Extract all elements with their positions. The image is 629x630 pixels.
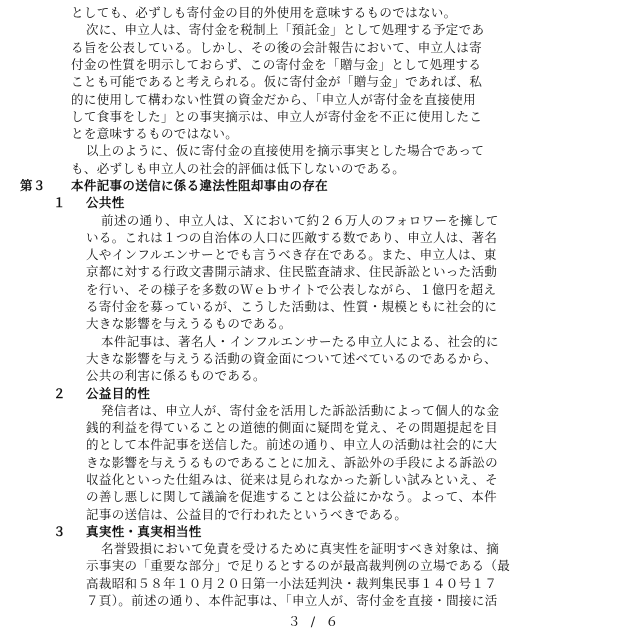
body-text-line: 本件記事は、著名人・インフルエンサーたる申立人による、社会的に (101, 333, 499, 349)
page-number: ３ / ６ (287, 615, 342, 630)
body-text-line: して食事をした」との事実摘示は、申立人が寄付金を不正に使用したこ (71, 108, 483, 124)
body-text-line: る旨を公表している。しかし、その後の会計報告において、申立人は寄 (71, 39, 482, 55)
body-text-line: る寄付金を募っているが、こうした活動は、性質・規模ともに社会的に (86, 299, 498, 314)
subsection-number: ２ (53, 385, 66, 401)
body-text-line: 付金の性質を明示しておらず、この寄付金を「贈与金」として処理する (71, 56, 482, 72)
body-text-line: 大きな影響を与えうるものである。 (86, 316, 292, 332)
body-text-line: 人やインフルエンサーとでも言うべき存在である。また、申立人は、東 (86, 247, 497, 263)
subsection-title: 公益目的性 (86, 385, 151, 401)
body-text-line: 名誉毀損において免責を受けるために真実性を証明すべき対象は、摘 (101, 541, 500, 557)
subsection-number: ３ (53, 523, 66, 539)
body-text-line: 銭的利益を得ていることの道徳的側面に疑問を覚え、その問題提起を目 (86, 420, 498, 436)
body-text-line: 記事の送信は、公益目的で行われたというべきである。 (86, 506, 408, 522)
body-text-line: 前述の通り、申立人は、Ｘにおいて約２６万人のフォロワーを擁して (101, 212, 499, 228)
body-text-line: きな影響を与えうるものであることに加え、訴訟外の手段による訴訟の (86, 454, 498, 470)
body-text-line: 高裁昭和５８年１０月２０日第一小法廷判決・裁判集民事１４０号１７ (86, 575, 498, 591)
body-text-line: 収益化といった仕組みは、従来は見られなかった新しい試みといえ、そ (86, 471, 498, 487)
body-text-line: としても、必ずしも寄付金の目的外使用を意味するものではない。 (71, 5, 457, 20)
body-text-line: 的に使用して構わない性質の資金だから、「申立人が寄付金を直接使用 (71, 91, 476, 107)
body-text-line: 大きな影響を与えうる活動の資金面について述べているのであるから、 (86, 350, 497, 366)
body-text-line: を行い、その様子を多数のＷｅｂサイトで公表しながら、１億円を超え (86, 281, 497, 297)
subsection-title: 公共性 (86, 195, 125, 211)
body-text-line: とを意味するものではない。 (71, 126, 239, 142)
body-text-line: ７頁）。前述の通り、本件記事は、「申立人が、寄付金を直接・間接に活 (86, 593, 498, 608)
body-text-line: 示事実の「重要な部分」で足りるとするのが最高裁判例の立場である（最 (86, 558, 511, 574)
body-text-line: ことも可能であると考えられる。仮に寄付金が「贈与金」であれば、私 (71, 74, 483, 90)
subsection-number: １ (53, 195, 66, 211)
body-text-line: 京都に対する行政文書開示請求、住民監査請求、住民訴訟といった活動 (86, 264, 498, 280)
body-text-line: 的として本件記事を送信した。前述の通り、申立人の活動は社会的に大 (86, 437, 498, 453)
section-title: 本件記事の送信に係る違法性阻却事由の存在 (71, 177, 329, 193)
body-text-line: 以上のように、仮に寄付金の直接使用を摘示事実とした場合であって (86, 143, 485, 159)
subsection-title: 真実性・真実相当性 (86, 523, 202, 539)
body-text-line: いる。これは１つの自治体の人口に匹敵する数であり、申立人は、著名 (86, 229, 498, 245)
section-number: 第３ (20, 177, 46, 193)
body-text-line: 次に、申立人は、寄付金を税制上「預託金」として処理する予定であ (86, 22, 485, 38)
body-text-line: の善し悪しに関して議論を促進することは公益にかなう。よって、本件 (86, 489, 497, 505)
body-text-line: も、必ずしも申立人の社会的評価は低下しないのである。 (71, 160, 406, 176)
body-text-line: 発信者は、申立人が、寄付金を活用した訴訟活動によって個人的な金 (101, 402, 500, 418)
body-text-line: 公共の利害に係るものである。 (86, 368, 266, 384)
